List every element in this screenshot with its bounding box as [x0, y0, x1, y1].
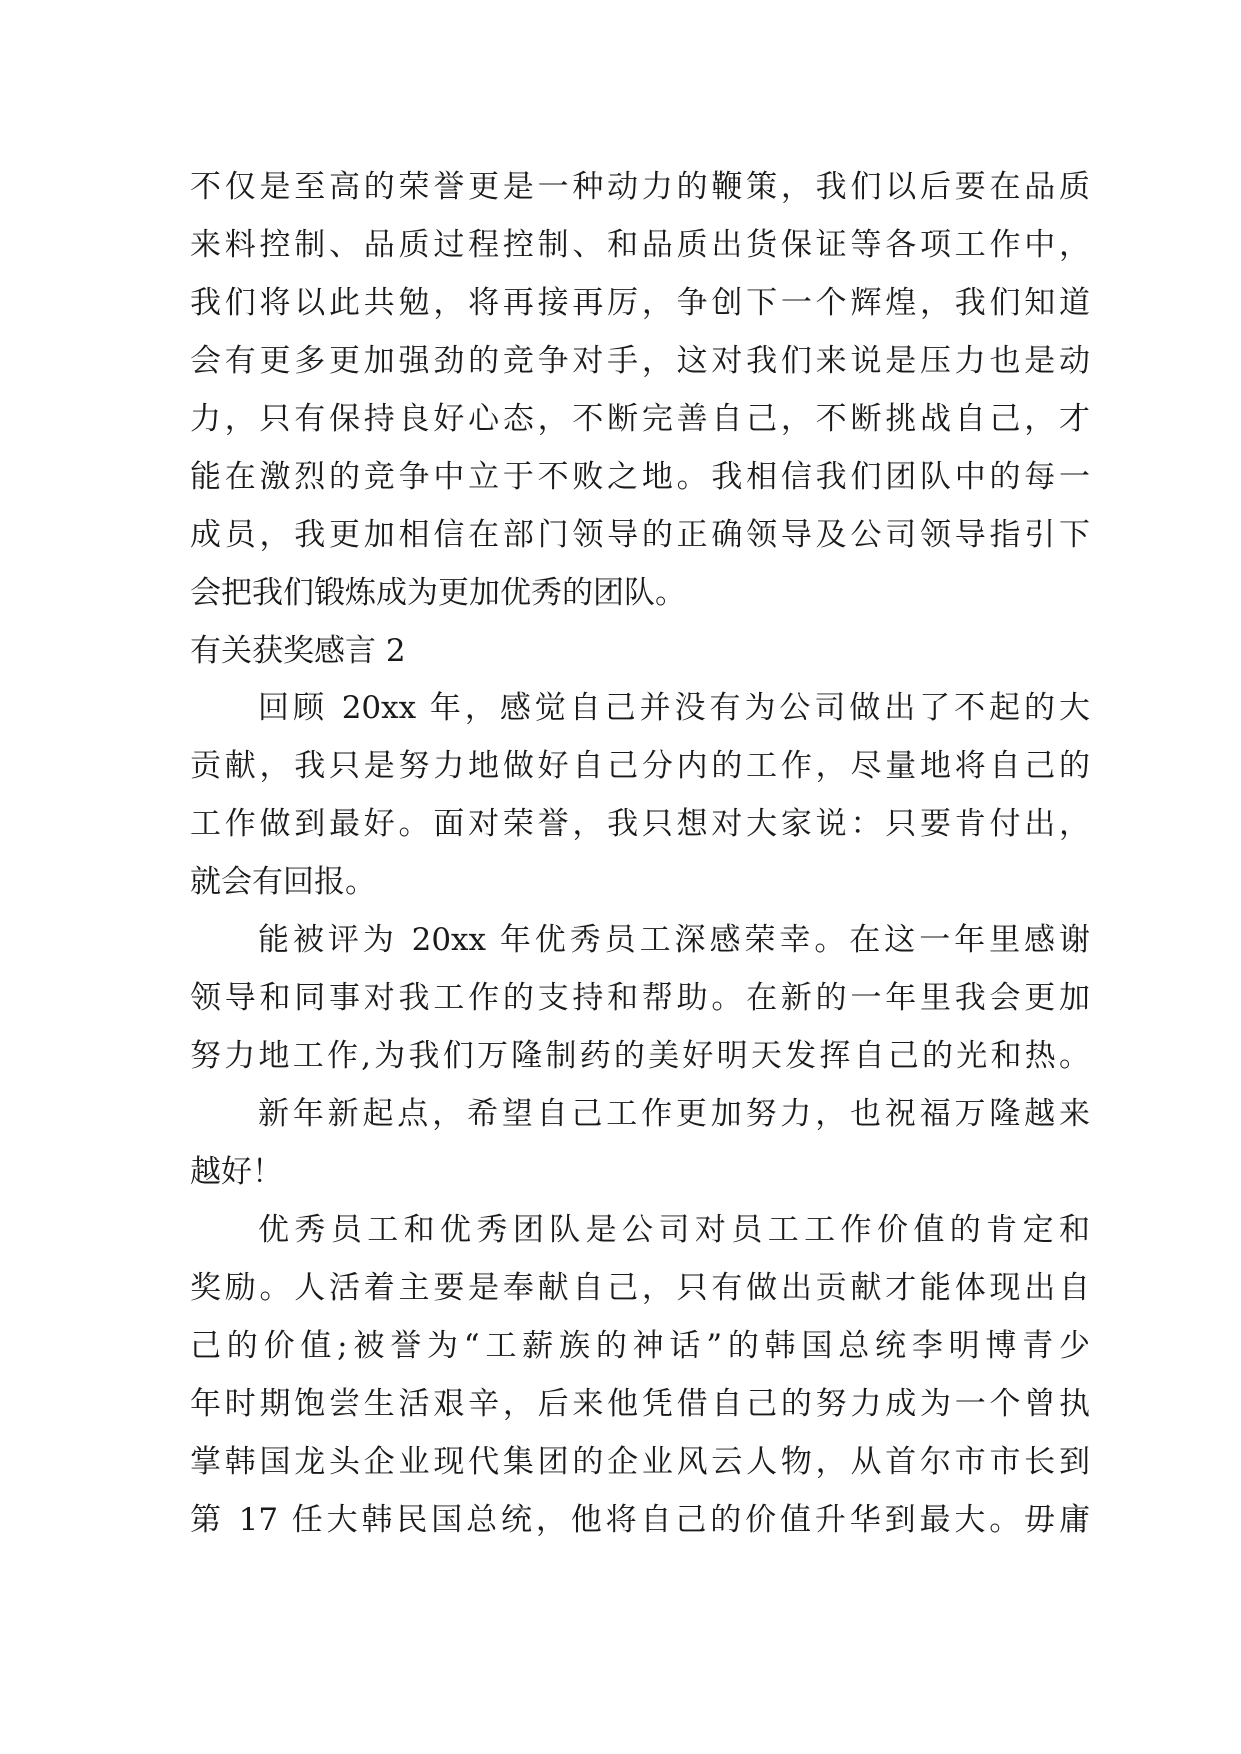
paragraph-line: 来料控制、品质过程控制、和品质出货保证等各项工作中， [190, 227, 1090, 263]
paragraph-line: 会把我们锻炼成为更加优秀的团队。 [190, 575, 686, 611]
paragraph-line: 就会有回报。 [190, 864, 376, 900]
paragraph-line: 第 17 任大韩民国总统，他将自己的价值升华到最大。毋庸 [190, 1502, 1090, 1538]
paragraph-line: 奖励。人活着主要是奉献自己，只有做出贡献才能体现出自 [190, 1270, 1090, 1306]
paragraph-line: 新年新起点，希望自己工作更加努力，也祝福万隆越来 [258, 1096, 1090, 1132]
paragraph-line: 越好！ [190, 1154, 283, 1190]
paragraph-line: 工作做到最好。面对荣誉，我只想对大家说：只要肯付出， [190, 806, 1090, 842]
paragraph-line: 不仅是至高的荣誉更是一种动力的鞭策，我们以后要在品质 [190, 169, 1090, 205]
paragraph-line: 年时期饱尝生活艰辛，后来他凭借自己的努力成为一个曾执 [190, 1386, 1090, 1422]
paragraph-line: 力，只有保持良好心态，不断完善自己，不断挑战自己，才 [190, 401, 1090, 437]
paragraph-line: 努力地工作,为我们万隆制药的美好明天发挥自己的光和热。 [190, 1038, 1090, 1074]
paragraph-line: 领导和同事对我工作的支持和帮助。在新的一年里我会更加 [190, 980, 1090, 1016]
paragraph-line: 会有更多更加强劲的竞争对手，这对我们来说是压力也是动 [190, 343, 1090, 379]
paragraph-line: 成员，我更加相信在部门领导的正确领导及公司领导指引下 [190, 517, 1090, 553]
paragraph-line: 我们将以此共勉，将再接再厉，争创下一个辉煌，我们知道 [190, 285, 1090, 321]
paragraph-line: 掌韩国龙头企业现代集团的企业风云人物，从首尔市市长到 [190, 1444, 1090, 1480]
paragraph-line: 能被评为 20xx 年优秀员工深感荣幸。在这一年里感谢 [258, 922, 1090, 958]
section-heading: 有关获奖感言 2 [190, 633, 406, 669]
paragraph-line: 回顾 20xx 年，感觉自己并没有为公司做出了不起的大 [258, 690, 1090, 726]
paragraph-line: 己的价值;被誉为“工薪族的神话”的韩国总统李明博青少 [190, 1328, 1090, 1364]
paragraph-line: 贡献，我只是努力地做好自己分内的工作，尽量地将自己的 [190, 748, 1090, 784]
paragraph-line: 优秀员工和优秀团队是公司对员工工作价值的肯定和 [258, 1212, 1090, 1248]
paragraph-line: 能在激烈的竞争中立于不败之地。我相信我们团队中的每一 [190, 459, 1090, 495]
